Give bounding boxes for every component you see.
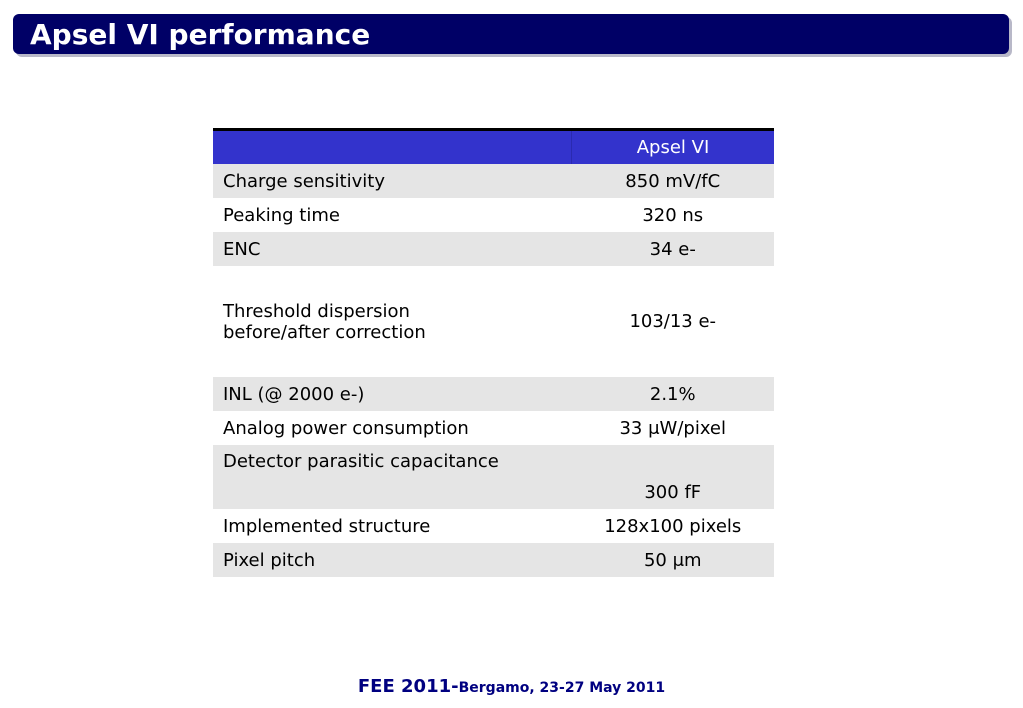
row-label: Detector parasitic capacitance — [213, 445, 572, 509]
row-value: 50 μm — [572, 543, 775, 577]
title-bar — [13, 14, 1009, 54]
table-row — [213, 509, 774, 543]
row-value: 320 ns — [642, 204, 704, 226]
row-value: 850 mV/fC — [572, 164, 775, 198]
header-label-cell — [213, 130, 572, 165]
row-value: 34 e- — [572, 232, 775, 266]
table-row — [213, 411, 774, 445]
row-value: 2.1% — [572, 377, 775, 411]
performance-table — [213, 128, 774, 577]
footer-conference: FEE 2011- — [357, 676, 459, 697]
table-row — [213, 198, 774, 232]
table-row — [213, 164, 774, 198]
slide-title: Apsel VI performance — [30, 18, 371, 51]
table-row — [213, 543, 774, 577]
slide-footer — [0, 676, 1023, 697]
row-value: 103/13 e- — [629, 311, 717, 332]
table-row — [213, 377, 774, 411]
row-label: Charge sensitivity — [213, 164, 572, 198]
table-row — [213, 266, 774, 377]
row-label: ENC — [213, 232, 572, 266]
table-row — [213, 445, 774, 509]
table-header-row — [213, 130, 774, 165]
row-label: Pixel pitch — [213, 543, 572, 577]
row-label: Implemented structure — [223, 515, 431, 537]
row-label: Analog power consumption — [223, 417, 469, 439]
footer-location-date: Bergamo, 23-27 May 2011 — [458, 680, 666, 696]
header-value-cell: Apsel VI — [572, 130, 775, 165]
row-label-line: before/after correction — [223, 321, 426, 343]
table-row — [213, 232, 774, 266]
row-value: 128x100 pixels — [604, 515, 742, 537]
row-label: Peaking time — [223, 204, 340, 226]
row-value: 33 μW/pixel — [619, 417, 727, 439]
row-value: 300 fF — [572, 445, 775, 509]
row-label-line: Threshold dispersion — [223, 300, 410, 322]
row-label: INL (@ 2000 e-) — [213, 377, 572, 411]
row-label — [213, 266, 572, 377]
